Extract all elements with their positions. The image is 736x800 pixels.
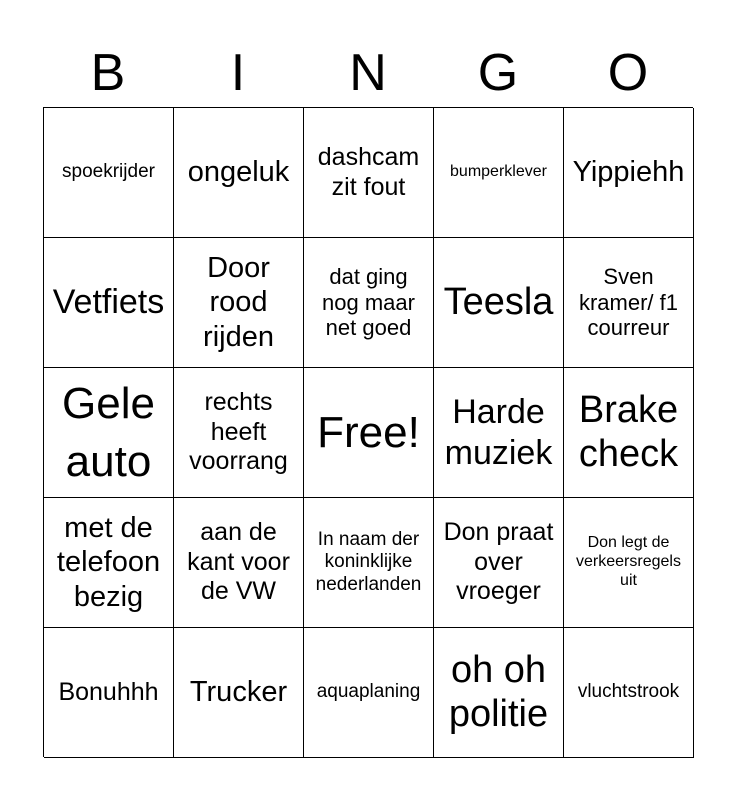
bingo-cell[interactable] <box>174 628 304 758</box>
bingo-cell[interactable] <box>304 628 434 758</box>
bingo-cell-label: Teesla <box>443 280 554 323</box>
bingo-cell-label: Vetfiets <box>52 283 165 322</box>
bingo-cell[interactable] <box>44 498 174 628</box>
bingo-cell[interactable] <box>44 238 174 368</box>
bingo-cell-label: aquaplaning <box>316 681 421 703</box>
bingo-cell-label: oh oh politie <box>448 648 549 735</box>
bingo-board <box>43 107 693 757</box>
bingo-cell[interactable] <box>434 108 564 238</box>
bingo-cell[interactable] <box>174 498 304 628</box>
bingo-cell[interactable] <box>174 238 304 368</box>
bingo-cell[interactable] <box>304 238 434 368</box>
bingo-cell[interactable] <box>44 108 174 238</box>
bingo-cell-label: Brake check <box>578 388 679 475</box>
bingo-cell-label: Don legt de verkeersregels uit <box>576 534 681 589</box>
header-letter-n: N <box>349 44 387 102</box>
bingo-cell[interactable] <box>434 238 564 368</box>
bingo-cell-label: Bonuhhh <box>58 677 159 706</box>
bingo-cell[interactable] <box>304 498 434 628</box>
bingo-cell-label: ongeluk <box>187 156 290 189</box>
bingo-cell-label: Harde muziek <box>444 393 553 472</box>
bingo-cell[interactable] <box>304 108 434 238</box>
bingo-cell[interactable] <box>564 628 694 758</box>
bingo-cell-label: met de telefoon bezig <box>56 512 161 613</box>
bingo-cell[interactable] <box>564 368 694 498</box>
bingo-cell-label: Don praat over vroeger <box>443 518 554 606</box>
bingo-cell-label: bumperklever <box>450 163 547 181</box>
bingo-cell[interactable] <box>434 498 564 628</box>
bingo-cell-label: Door rood rijden <box>203 252 274 353</box>
bingo-cell[interactable] <box>174 368 304 498</box>
header-letter-g: G <box>477 44 519 102</box>
bingo-cell-label: rechts heeft voorrang <box>189 388 288 476</box>
bingo-cell-label: Free! <box>317 407 420 457</box>
bingo-cell[interactable] <box>174 108 304 238</box>
bingo-cell[interactable] <box>434 628 564 758</box>
bingo-cell-label: In naam der koninklijke nederlanden <box>315 528 422 595</box>
header-letter-i: I <box>230 44 246 102</box>
bingo-cell-label: dat ging nog maar net goed <box>322 263 415 341</box>
bingo-cell[interactable] <box>44 628 174 758</box>
bingo-cell[interactable] <box>434 368 564 498</box>
bingo-cell-label: Gele auto <box>62 379 155 486</box>
header-letter-b: B <box>90 44 126 102</box>
bingo-cell-label: Yippiehh <box>572 156 685 189</box>
header-letter-o: O <box>607 44 649 102</box>
bingo-cell-label: Trucker <box>189 676 288 709</box>
bingo-cell-free[interactable] <box>304 368 434 498</box>
bingo-cell[interactable] <box>564 238 694 368</box>
bingo-cell-label: spoekrijder <box>62 161 155 183</box>
bingo-cell[interactable] <box>564 108 694 238</box>
bingo-cell[interactable] <box>564 498 694 628</box>
bingo-header <box>43 40 693 106</box>
bingo-cell[interactable] <box>44 368 174 498</box>
bingo-cell-label: vluchtstrook <box>577 681 680 703</box>
bingo-cell-label: aan de kant voor de VW <box>187 518 290 606</box>
bingo-cell-label: Sven kramer/ f1 courreur <box>578 263 679 341</box>
bingo-cell-label: dashcam zit fout <box>317 143 420 201</box>
